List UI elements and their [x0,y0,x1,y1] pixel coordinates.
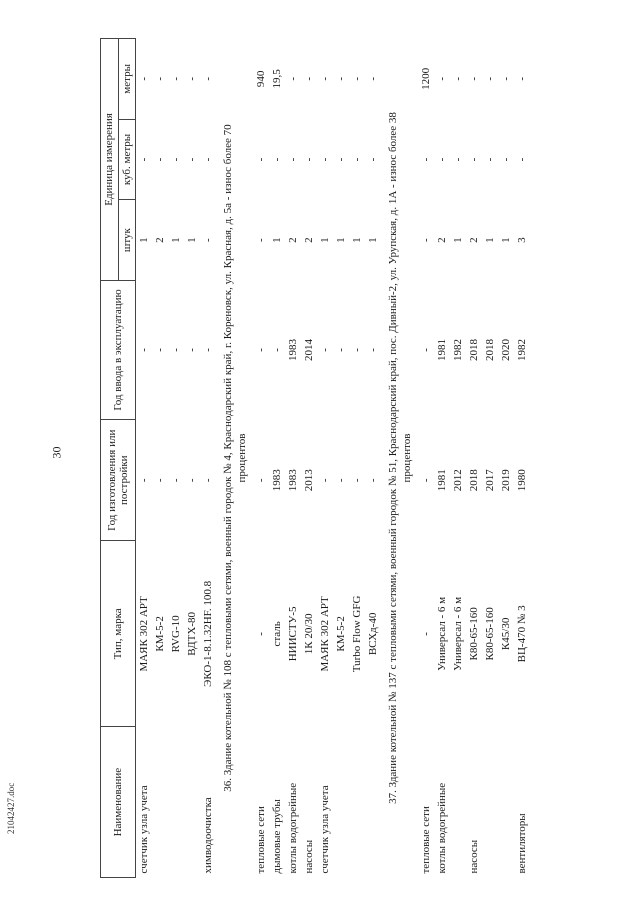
cell-meters: - [287,77,300,81]
cell-pieces: 1 [138,237,151,243]
header-year-made: Год изготовления или постройки [101,419,136,541]
cell-cubic-meters: - [500,157,513,162]
cell-year-made: 1983 [271,469,284,492]
cell-name: котлы водогрейные [287,782,300,874]
cell-pieces: - [420,238,433,242]
cell-pieces: 2 [468,237,481,243]
cell-meters: - [170,77,183,81]
table-row [418,39,434,878]
cell-cubic-meters: - [484,157,497,162]
cell-cubic-meters: - [287,157,300,162]
cell-year-commissioned: - [335,348,348,352]
cell-year-made: - [367,478,380,483]
cell-year-commissioned: - [367,348,380,352]
cell-year-made: 2018 [468,469,481,492]
cell-type: КМ-5-2 [154,616,167,652]
cell-meters: - [303,77,316,81]
cell-meters: - [484,77,497,81]
cell-name: тепловые сети [420,806,433,874]
cell-cubic-meters: - [170,157,183,162]
cell-year-made: - [154,478,167,483]
table-row [333,39,349,878]
header-unit-group: Единица измерения [101,39,119,281]
cell-type: МАЯК 302 АРТ [138,596,151,672]
cell-pieces: 2 [154,237,167,243]
cell-pieces: 1 [186,237,199,243]
cell-year-commissioned: 1981 [436,338,449,361]
table-row [317,39,333,878]
cell-cubic-meters: - [367,157,380,162]
cell-type: Turbo Flow GFG [351,595,364,673]
cell-name: дымовые трубы [271,799,284,874]
cell-pieces: - [202,238,215,242]
cell-type: Универсал - 6 м [436,596,449,671]
cell-year-commissioned: - [420,348,433,352]
cell-type: ВСХд-40 [367,612,380,656]
cell-type: 1К 20/30 [303,613,316,655]
cell-pieces: 2 [436,237,449,243]
equipment-table [100,38,530,878]
cell-type: КМ-5-2 [335,616,348,652]
cell-pieces: 2 [303,237,316,243]
cell-year-commissioned: 1982 [516,338,529,361]
cell-meters: - [452,77,465,81]
cell-name [365,727,381,878]
cell-cubic-meters: - [202,157,215,162]
cell-year-commissioned: 2018 [484,338,497,361]
table-row [514,39,530,878]
table-row [498,39,514,878]
cell-name [498,727,514,878]
table-row [434,39,450,878]
cell-type: МАЯК 302 АРТ [319,596,332,672]
cell-cubic-meters: - [255,157,268,162]
cell-meters: - [500,77,513,81]
cell-year-commissioned: - [138,348,151,352]
cell-year-commissioned: - [154,348,167,352]
footer-filename: 21042427.doc [6,782,16,834]
cell-year-commissioned: 2018 [468,338,481,361]
cell-meters: - [468,77,481,81]
table-row [301,39,317,878]
table-row [450,39,466,878]
cell-year-made: 1980 [516,469,529,492]
cell-meters: - [367,77,380,81]
section-36-heading: 36. Здание котельной № 108 с тепловыми сетями, военный городок № 4, Краснодарский край, г. Кореновск, ул. Красная, д. 5а - износ более 70 процентов [222,124,249,792]
cell-type: К45/30 [500,617,513,651]
table-row [466,39,482,878]
cell-pieces: 1 [271,237,284,243]
cell-name: насосы [468,839,481,874]
cell-type: НИИСТУ-5 [287,606,300,662]
cell-name [184,727,200,878]
cell-type: К80-65-160 [484,607,497,661]
cell-name: тепловые сети [255,806,268,874]
page-number: 30 [49,446,64,459]
cell-name: счетчик узла учета [138,785,151,874]
table-row [152,39,168,878]
cell-pieces: 1 [319,237,332,243]
rotated-table-sheet [100,38,640,878]
cell-type: - [255,632,268,636]
cell-cubic-meters: - [436,157,449,162]
cell-year-commissioned: - [255,348,268,352]
table-row [168,39,184,878]
cell-meters: - [516,77,529,81]
header-meters: метры [118,39,136,120]
cell-year-commissioned: 2020 [500,338,513,361]
cell-pieces: - [255,238,268,242]
cell-name [152,727,168,878]
cell-year-commissioned: - [271,348,284,352]
cell-year-commissioned: 1982 [452,338,465,361]
cell-pieces: 1 [335,237,348,243]
table-row [365,39,381,878]
cell-meters: - [138,77,151,81]
cell-year-made: - [255,478,268,483]
cell-year-made: - [351,478,364,483]
cell-year-made: - [186,478,199,483]
cell-meters: - [202,77,215,81]
cell-type: К80-65-160 [468,607,481,661]
cell-name: насосы [303,839,316,874]
table-row [184,39,200,878]
cell-meters: - [351,77,364,81]
cell-pieces: 1 [170,237,183,243]
cell-pieces: 2 [287,237,300,243]
cell-name [333,727,349,878]
cell-meters: 940 [255,70,268,88]
table-row [253,39,269,878]
cell-pieces: 1 [351,237,364,243]
cell-pieces: 1 [484,237,497,243]
table-row [136,39,153,878]
cell-name: химводоочистка [202,797,215,874]
header-pieces: штук [118,200,136,281]
cell-cubic-meters: - [468,157,481,162]
table-row [349,39,365,878]
cell-cubic-meters: - [319,157,332,162]
cell-meters: - [436,77,449,81]
cell-type: Универсал - 6 м [452,596,465,671]
table-row [269,39,285,878]
cell-year-commissioned: 2014 [303,338,316,361]
cell-meters: - [186,77,199,81]
cell-cubic-meters: - [351,157,364,162]
cell-year-made: - [335,478,348,483]
cell-year-commissioned: - [319,348,332,352]
cell-type: ВЦ-470 № 3 [516,605,529,663]
cell-year-made: 1981 [436,469,449,492]
cell-type: RVG-10 [170,615,183,653]
cell-meters: - [154,77,167,81]
rows-top [136,39,217,878]
cell-year-commissioned: - [186,348,199,352]
cell-pieces: 1 [367,237,380,243]
cell-meters: 19,5 [271,69,284,89]
cell-cubic-meters: - [186,157,199,162]
cell-name: котлы водогрейные [436,782,449,874]
cell-type: - [420,632,433,636]
cell-year-commissioned: - [202,348,215,352]
cell-year-made: 2012 [452,469,465,492]
section-37-heading: 37. Здание котельной № 137 с тепловыми сетями, военный городок № 51, Краснодарский край, пос. Дивный-2, ул. Урупская, д. 1А - износ более 38 процентов [387,112,414,804]
cell-year-commissioned: - [170,348,183,352]
cell-type: сталь [271,621,284,647]
cell-year-made: 2013 [303,469,316,492]
table-row [285,39,301,878]
cell-name: вентиляторы [516,813,529,874]
header-cubic-meters: куб. метры [118,119,136,200]
cell-name: счетчик узла учета [319,785,332,874]
cell-year-made: - [319,478,332,483]
cell-name [168,727,184,878]
header-type: Тип, марка [101,541,136,727]
cell-meters: - [335,77,348,81]
cell-name [349,727,365,878]
cell-cubic-meters: - [516,157,529,162]
cell-cubic-meters: - [138,157,151,162]
header-year-commissioned: Год ввода в эксплуатацию [101,280,136,419]
cell-cubic-meters: - [154,157,167,162]
cell-name [450,727,466,878]
rows-section-36 [253,39,381,878]
cell-year-made: - [170,478,183,483]
cell-cubic-meters: - [420,157,433,162]
cell-type: ЭКО-1-8.1.32HF. 100.8 [202,580,215,687]
table-row [200,39,216,878]
header-name: Наименование [101,727,136,878]
cell-pieces: 3 [516,237,529,243]
cell-year-commissioned: - [351,348,364,352]
table-row [482,39,498,878]
rows-section-37 [418,39,530,878]
cell-cubic-meters: - [335,157,348,162]
cell-year-made: - [420,478,433,483]
cell-year-made: 1983 [287,469,300,492]
cell-type: ВДТХ-80 [186,612,199,656]
cell-cubic-meters: - [452,157,465,162]
cell-year-made: 2019 [500,469,513,492]
cell-year-commissioned: 1983 [287,338,300,361]
cell-meters: - [319,77,332,81]
cell-year-made: - [202,478,215,483]
cell-pieces: 1 [500,237,513,243]
cell-cubic-meters: - [271,157,284,162]
cell-name [482,727,498,878]
cell-year-made: - [138,478,151,483]
cell-year-made: 2017 [484,469,497,492]
cell-cubic-meters: - [303,157,316,162]
cell-meters: 1200 [420,67,433,90]
cell-pieces: 1 [452,237,465,243]
